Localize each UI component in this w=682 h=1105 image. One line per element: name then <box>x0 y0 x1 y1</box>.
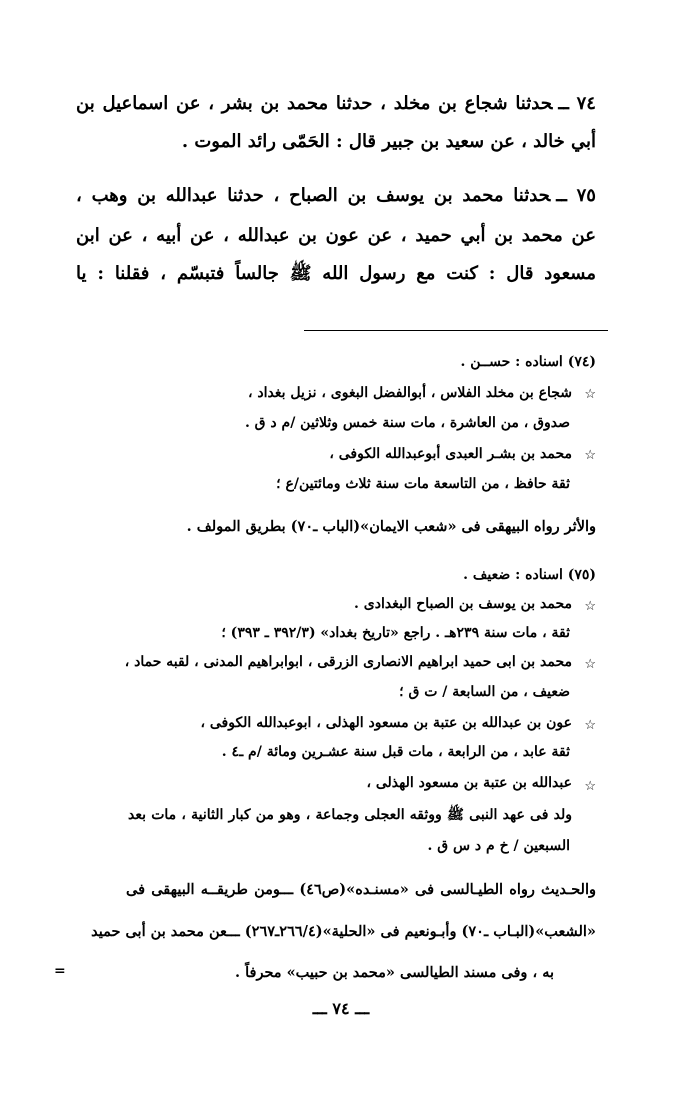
footnote-75-narrator-2: محمد بن ابى حميد ابراهيم الانصارى الزرقى ، ابوابراهيم المدنى ، لقبه حماد ، <box>124 654 572 670</box>
footnote-75-narrator-1-info: ثقة ، مات سنة ٢٣٩هـ . راجع «تاريخ بغداد» (٣٩٢/٣ ـ ٣٩٣) ؛ <box>221 625 570 641</box>
hadith-74-number: ٧٤ ــ <box>558 93 596 114</box>
footnote-75-hadith-line-3: به ، وفى مسند الطيالسى «محمد بن حبيب» محرفاً . <box>235 964 554 981</box>
footnote-75-narrator-1: محمد بن يوسف بن الصباح البغدادى . <box>354 596 572 612</box>
footnote-divider <box>304 330 608 331</box>
hadith-74-line-2: أبي خالد ، عن سعيد بن جبير قال : الحَمّى رائد الموت . <box>181 131 596 152</box>
continuation-mark: = <box>54 963 66 979</box>
footnote-75-narrator-2-info: ضعيف ، من السابعة / ت ق ؛ <box>399 684 570 700</box>
star-icon: ☆ <box>584 718 596 733</box>
footnote-74-narrator-1: شجاع بن مخلد الفلاس ، أبوالفضل البغوى ، نزيل بغداد ، <box>247 385 572 401</box>
footnote-75-narrator-4-info-2: السبعين / خ م د س ق . <box>427 838 570 854</box>
star-icon: ☆ <box>584 387 596 402</box>
hadith-75-line-2: عن محمد بن أبي حميد ، عن عون بن عبدالله ، عن أبيه ، عن ابن <box>76 225 596 246</box>
footnote-75-hadith-line-1: والحـديث رواه الطيـالسى فى «مسنـده»(ص٤٦) ـــومن طريقــه البيهقى فى <box>126 881 597 898</box>
footnote-74-narrator-2: محمد بن بشـر العبدى أبوعبدالله الكوفى ، <box>329 446 572 462</box>
star-icon: ☆ <box>584 779 596 794</box>
footnote-74-narrator-1-info: صدوق ، من العاشرة ، مات سنة خمس وثلاثين /م د ق . <box>244 415 570 431</box>
hadith-75-line-3: مسعود قال : كنت مع رسول الله ﷺ جالساً فتبسّم ، فقلنا : يا <box>76 263 596 284</box>
page-number: ـــ ٧٤ ـــ <box>312 999 370 1018</box>
star-icon: ☆ <box>584 599 596 614</box>
footnote-74-athar: والأثر رواه البيهقى فى «شعب الايمان»(الباب ـ٧٠) بطريق المولف . <box>186 518 596 535</box>
footnote-75-narrator-4: عبدالله بن عتبة بن مسعود الهذلى ، <box>366 775 572 791</box>
footnote-75-narrator-3: عون بن عبدالله بن عتبة بن مسعود الهذلى ، ابوعبدالله الكوفى ، <box>200 715 572 731</box>
footnote-75-narrator-3-info: ثقة عابد ، من الرابعة ، مات قبل سنة عشـرين ومائة /م ـ٤ . <box>221 744 570 760</box>
footnote-75-narrator-4-info-1: ولد فى عهد النبى ﷺ ووثقه العجلى وجماعة ، وهو من كبار الثانية ، مات بعد <box>128 807 572 823</box>
footnote-74-heading: (٧٤) اسناده : حســن . <box>460 354 596 370</box>
hadith-74-line-1: ٧٤ ــحدثنا شجاع بن مخلد ، حدثنا محمد بن بشر ، عن اسماعيل بن <box>76 93 596 114</box>
footnote-75-hadith-line-2: «الشعب»(البـاب ـ٧٠) وأبـونعيم فى «الحلية»(٢٦٦/٤ـ٢٦٧) ـــعن محمد بن أبى حميد <box>91 923 596 940</box>
footnote-74-narrator-2-info: ثقة حافظ ، من التاسعة مات سنة ثلاث ومائتين/ع ؛ <box>276 476 570 492</box>
star-icon: ☆ <box>584 657 596 672</box>
footnote-75-heading: (٧٥) اسناده : ضعيف . <box>463 567 596 583</box>
hadith-75-line-1: ٧٥ ــحدثنا محمد بن يوسف بن الصباح ، حدثنا عبدالله بن وهب ، <box>76 185 596 206</box>
hadith-75-number: ٧٥ ــ <box>556 185 596 206</box>
star-icon: ☆ <box>584 448 596 463</box>
